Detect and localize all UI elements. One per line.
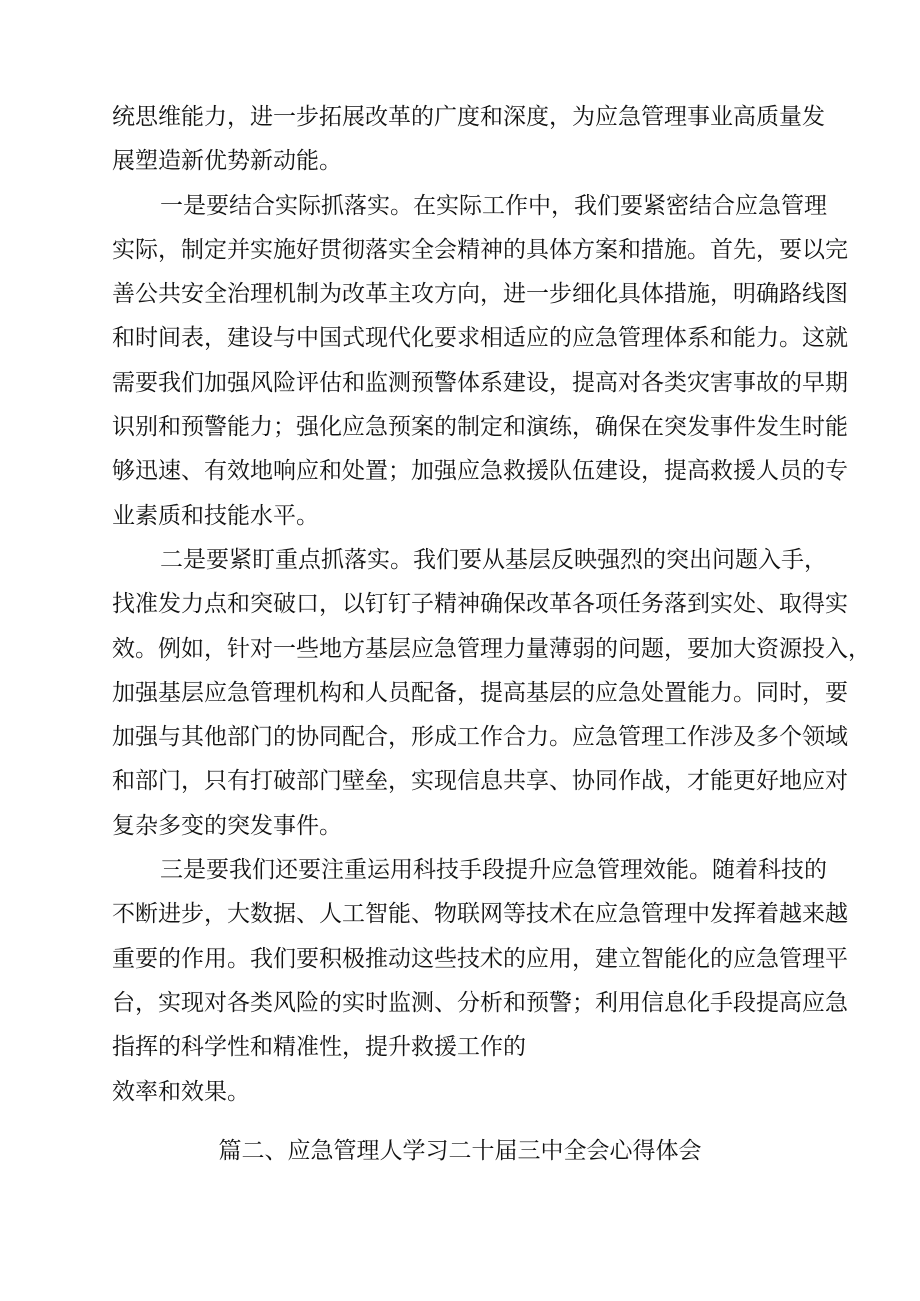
section-heading: 篇二、应急管理人学习二十届三中全会心得体会 [218, 1138, 702, 1164]
text-line: 效率和效果。 [112, 1078, 250, 1105]
text-line: 加强基层应急管理机构和人员配备，提高基层的应急处置能力。同时，要 [112, 679, 848, 706]
text-line: 加强与其他部门的协同配合，形成工作合力。应急管理工作涉及多个领域 [112, 724, 848, 751]
text-line: 统思维能力，进一步拓展改革的广度和深度，为应急管理事业高质量发 [112, 104, 825, 130]
text-line: 重要的作用。我们要积极推动这些技术的应用，建立智能化的应急管理平 [112, 945, 848, 972]
text-line: 实际，制定并实施好贯彻落实全会精神的具体方案和措施。首先，要以完 [112, 236, 848, 263]
text-line: 指挥的科学性和精准性，提升救援工作的 [112, 1034, 526, 1061]
text-line: 善公共安全治理机制为改革主攻方向，进一步细化具体措施，明确路线图 [112, 281, 848, 308]
text-line: 二是要紧盯重点抓落实。我们要从基层反映强烈的突出问题入手， [160, 546, 827, 573]
body-text [112, 95, 871, 1114]
text-line: 需要我们加强风险评估和监测预警体系建设，提高对各类灾害事故的早期 [112, 369, 848, 396]
text-line: 展塑造新优势新动能。 [112, 148, 342, 175]
text-line: 复杂多变的突发事件。 [112, 812, 342, 839]
text-line: 业素质和技能水平。 [112, 502, 319, 529]
text-line: 和时间表，建设与中国式现代化要求相适应的应急管理体系和能力。这就 [112, 325, 848, 352]
text-line: 和部门，只有打破部门壁垒，实现信息共享、协同作战，才能更好地应对 [112, 768, 848, 795]
text-line: 效。例如，针对一些地方基层应急管理力量薄弱的问题，要加大资源投入， [112, 635, 871, 662]
text-line: 识别和预警能力；强化应急预案的制定和演练，确保在突发事件发生时能 [112, 414, 848, 441]
text-line: 三是要我们还要注重运用科技手段提升应急管理效能。随着科技的 [160, 857, 827, 884]
text-line: 够迅速、有效地响应和处置；加强应急救援队伍建设，提高救援人员的专 [112, 458, 848, 485]
text-line: 台，实现对各类风险的实时监测、分析和预警；利用信息化手段提高应急 [112, 989, 848, 1016]
text-line: 一是要结合实际抓落实。在实际工作中，我们要紧密结合应急管理 [160, 192, 827, 219]
text-line: 找准发力点和突破口，以钉钉子精神确保改革各项任务落到实处、取得实 [112, 591, 848, 618]
text-line: 不断进步，大数据、人工智能、物联网等技术在应急管理中发挥着越来越 [112, 901, 848, 928]
